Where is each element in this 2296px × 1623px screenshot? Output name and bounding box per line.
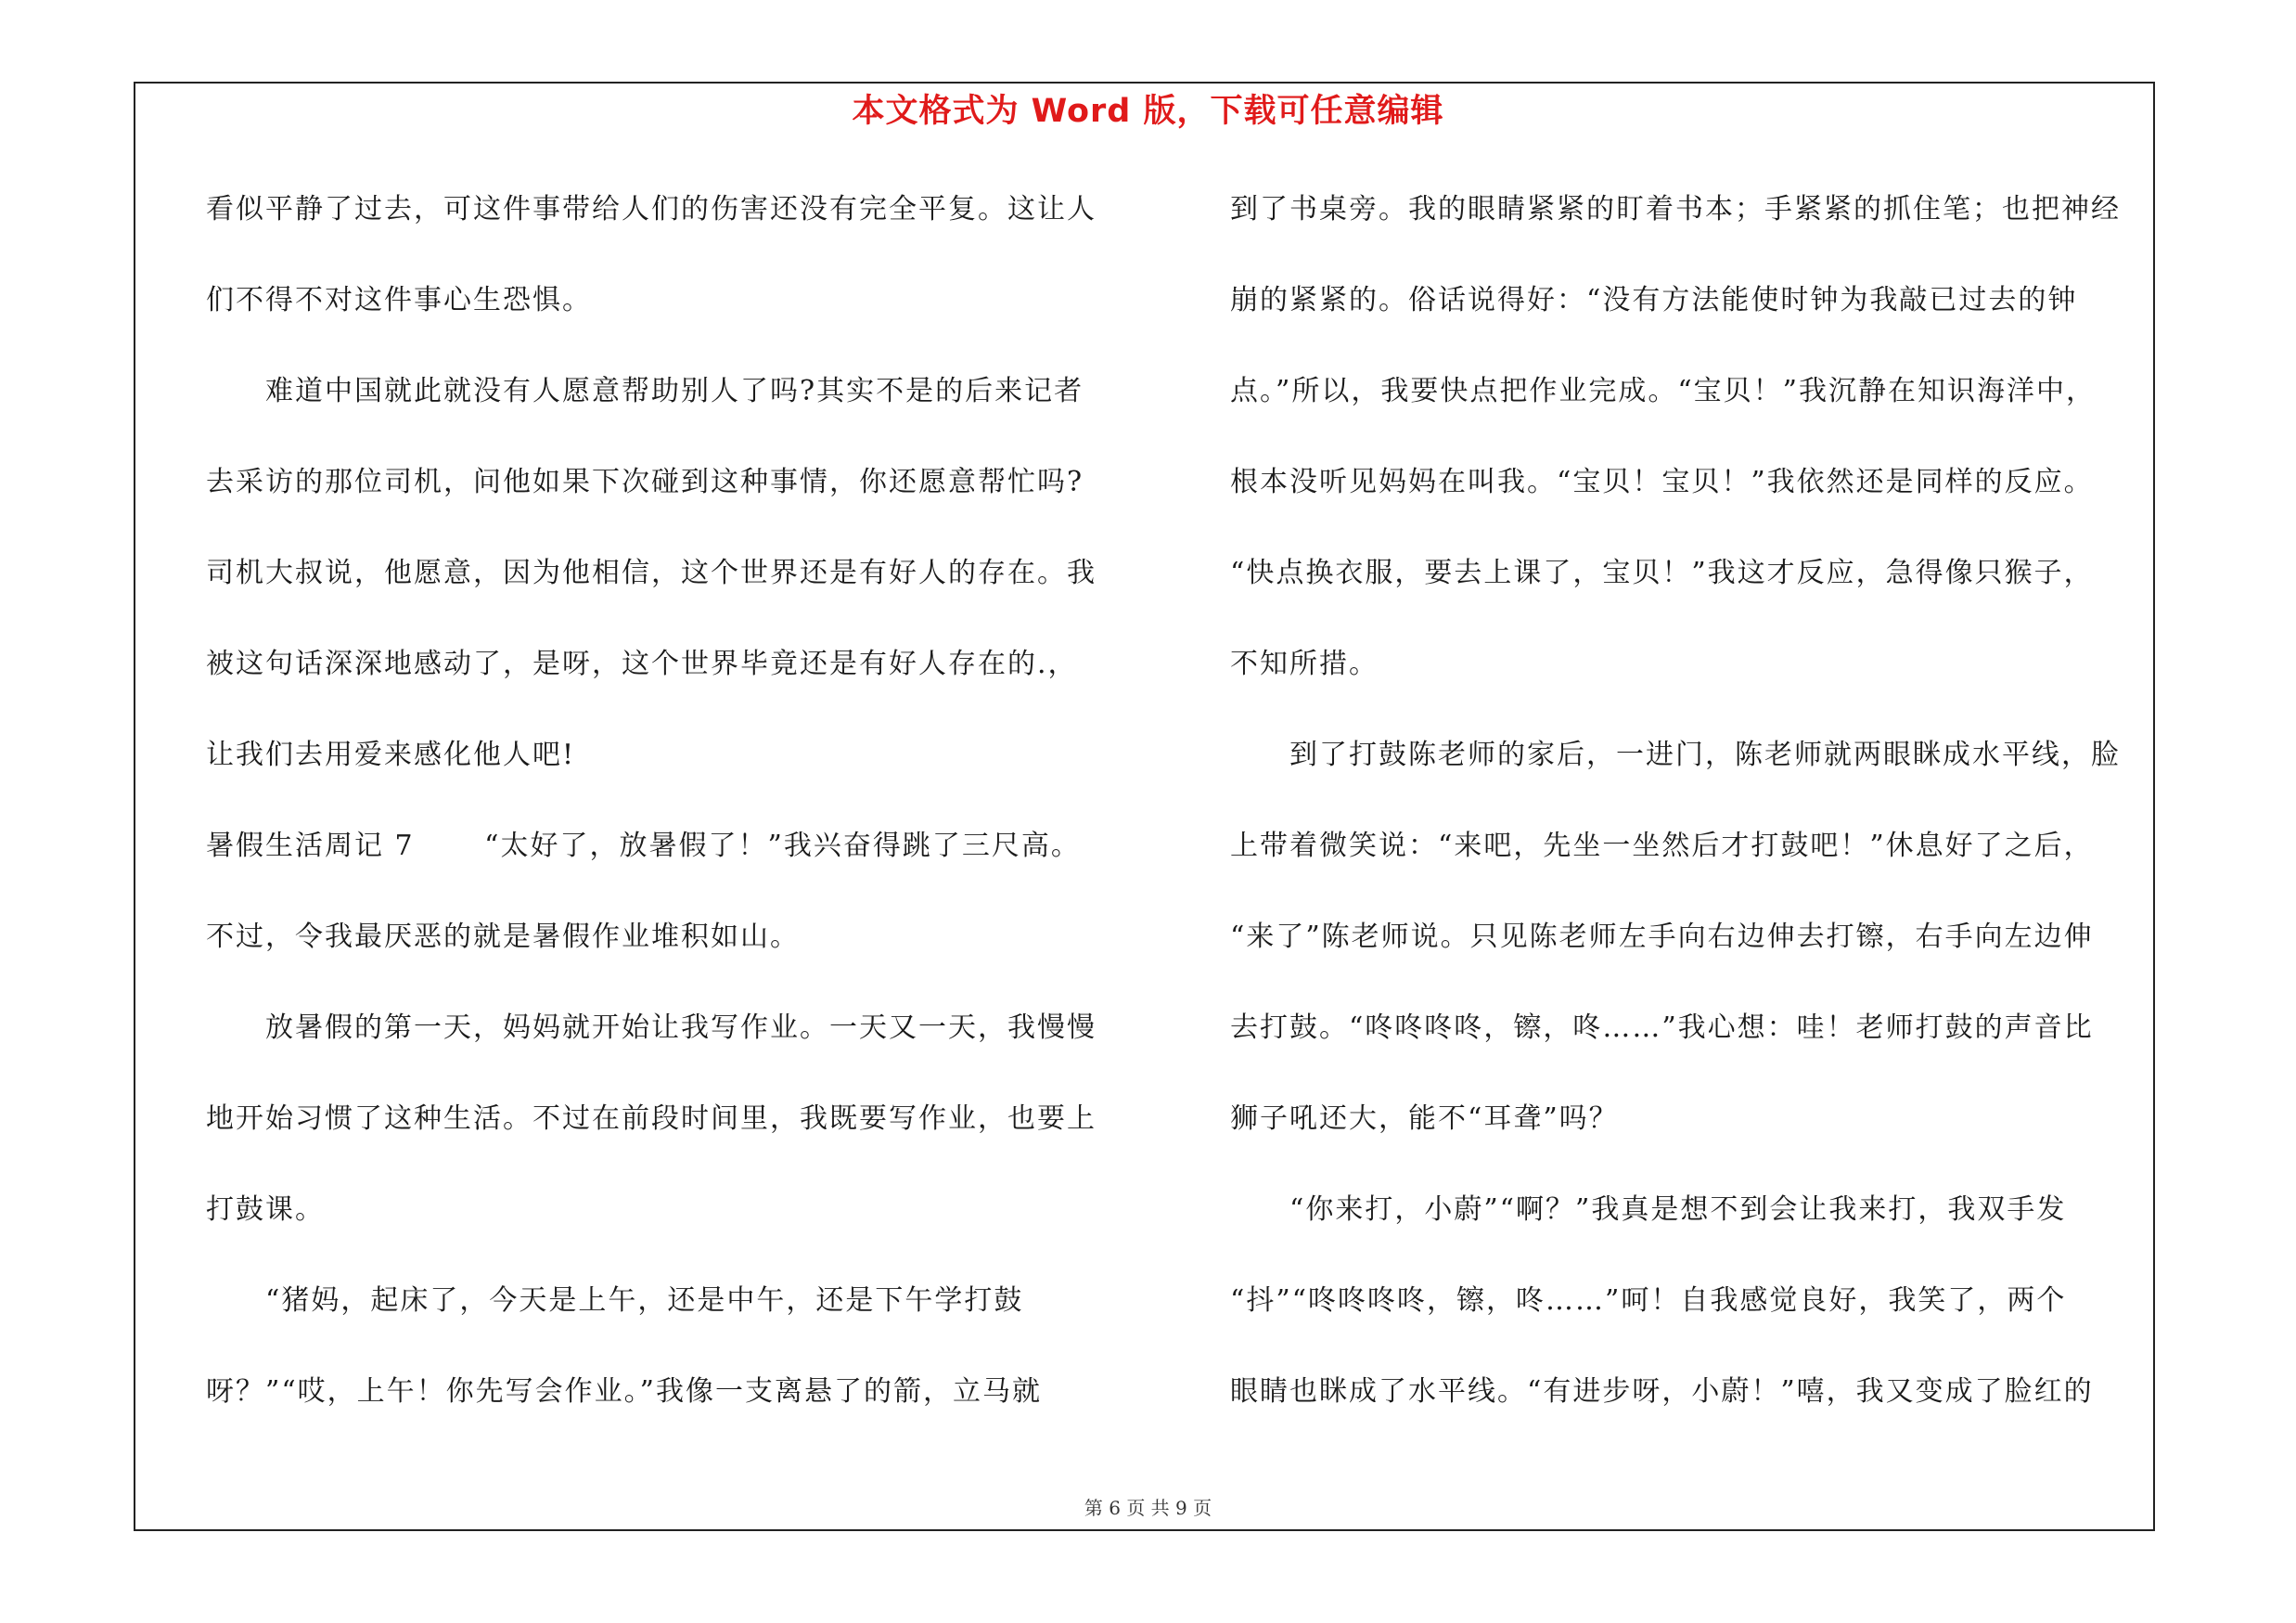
text-line: 让我们去用爱来感化他人吧!	[206, 739, 576, 771]
text-line: 去采访的那位司机，问他如果下次碰到这种事情，你还愿意帮忙吗?	[206, 466, 1084, 498]
text-line: “快点换衣服，要去上课了，宝贝！”我这才反应，急得像只猴子，	[1230, 557, 2094, 589]
text-line: 根本没听见妈妈在叫我。“宝贝！宝贝！”我依然还是同样的反应。	[1230, 466, 2094, 498]
text-line: 司机大叔说，他愿意，因为他相信，这个世界还是有好人的存在。我	[206, 557, 1097, 589]
text-line: 到了书桌旁。我的眼睛紧紧的盯着书本；手紧紧的抓住笔；也把神经	[1230, 193, 2121, 225]
text-line: “猪妈，起床了，今天是上午，还是中午，还是下午学打鼓	[206, 1284, 1024, 1317]
text-line: 被这句话深深地感动了，是呀，这个世界毕竟还是有好人存在的.，	[206, 648, 1078, 680]
text-line: 放暑假的第一天，妈妈就开始让我写作业。一天又一天，我慢慢	[206, 1011, 1097, 1044]
text-line: 上带着微笑说：“来吧，先坐一坐然后才打鼓吧！”休息好了之后，	[1230, 830, 2094, 862]
text-line: 地开始习惯了这种生活。不过在前段时间里，我既要写作业，也要上	[206, 1102, 1097, 1135]
left-column	[206, 182, 1143, 1455]
text-line: 去打鼓。“咚咚咚咚，镲，咚……”我心想：哇！老师打鼓的声音比	[1230, 1011, 2094, 1044]
text-line: 狮子吼还大，能不“耳聋”吗？	[1230, 1102, 1619, 1135]
text-line: 不知所措。	[1230, 648, 1379, 680]
text-line: 到了打鼓陈老师的家后，一进门，陈老师就两眼眯成水平线，脸	[1230, 739, 2121, 771]
page-number-footer: 第 6 页 共 9 页	[1084, 1497, 1212, 1519]
text-line: 看似平静了过去，可这件事带给人们的伤害还没有完全平复。这让人	[206, 193, 1097, 225]
text-line: 崩的紧紧的。俗话说得好：“没有方法能使时钟为我敲已过去的钟	[1230, 284, 2078, 316]
text-line: 点。”所以，我要快点把作业完成。“宝贝！”我沉静在知识海洋中，	[1230, 375, 2097, 407]
text-line: 难道中国就此就没有人愿意帮助别人了吗?其实不是的后来记者	[206, 375, 1084, 407]
text-line: 眼睛也眯成了水平线。“有进步呀，小蔚！”嘻，我又变成了脸红的	[1230, 1375, 2094, 1408]
text-line: 呀？”“哎，上午！你先写会作业。”我像一支离悬了的箭，立马就	[206, 1375, 1043, 1408]
text-line: 暑假生活周记 7 “太好了，放暑假了！”我兴奋得跳了三尺高。	[206, 830, 1081, 862]
text-line: “你来打，小蔚”“啊？”我真是想不到会让我来打，我双手发	[1230, 1193, 2067, 1226]
text-line: 们不得不对这件事心生恐惧。	[206, 284, 592, 316]
text-line: “来了”陈老师说。只见陈老师左手向右边伸去打镲，右手向左边伸	[1230, 921, 2094, 953]
text-line: 打鼓课。	[206, 1193, 325, 1226]
text-line: “抖”“咚咚咚咚，镲，咚……”呵！自我感觉良好，我笑了，两个	[1230, 1284, 2067, 1317]
right-column	[1230, 182, 2167, 1455]
text-line: 不过，令我最厌恶的就是暑假作业堆积如山。	[206, 921, 800, 953]
editable-format-banner: 本文格式为 Word 版，下载可任意编辑	[852, 93, 1444, 130]
